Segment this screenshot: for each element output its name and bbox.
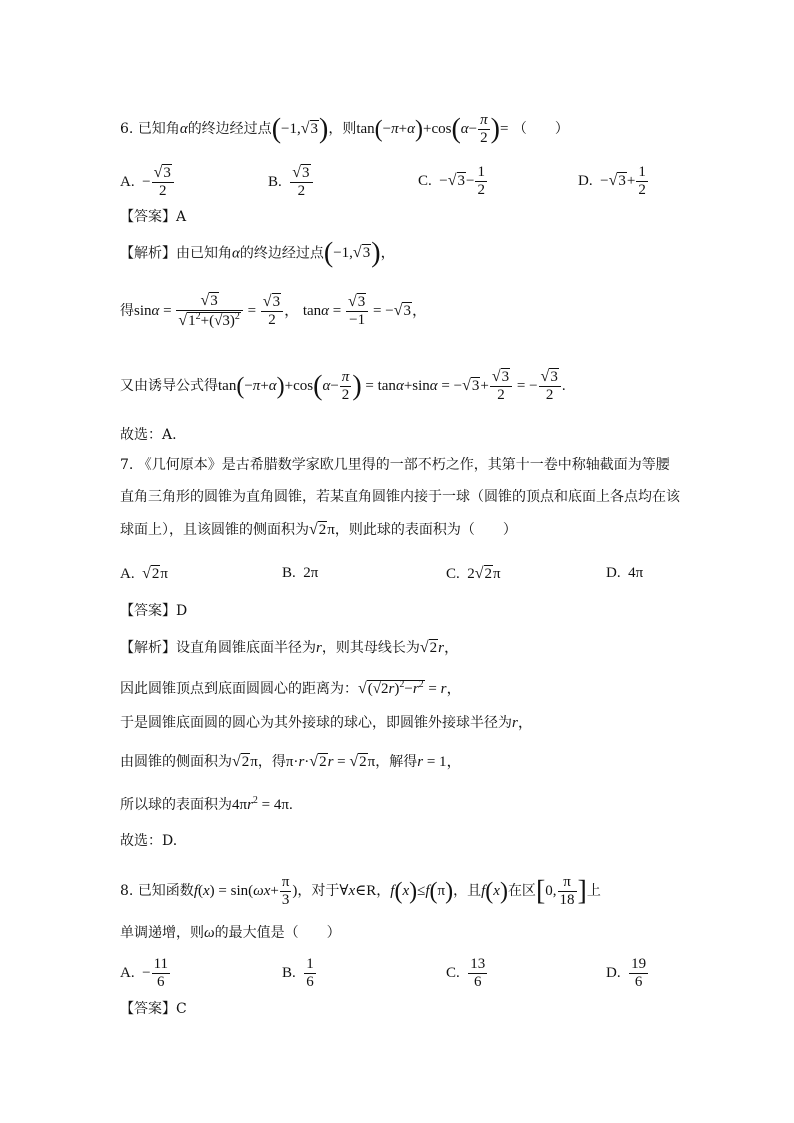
q6-option-c[interactable]: C. −√3− $\frac{1}{2}$ [418, 164, 485, 199]
q8-option-a[interactable]: A. − $\frac{11}{6}$ [120, 956, 169, 991]
q6-option-d[interactable]: D. −√3+ $\frac{1}{2}$ [578, 164, 646, 199]
q6-answer: 【答案】A [120, 209, 187, 225]
q7-stem-line2: 直角三角形的圆锥为直角圆锥，若某直角圆锥内接于一球（圆锥的顶点和底面上各点均在该 [120, 489, 680, 505]
q6-analysis-1: 【解析】由已知角α的终边经过点(−1,√3)， [120, 238, 396, 269]
q8-stem-line1: 8. 已知函数f(x) = sin(ωx+ $\frac{\pi}{3}$ )，对于∀x∈R，f(x)≤f(π)，且f(x)在区[0, $\frac{\pi}{18}$ ]上 [120, 874, 601, 909]
q7-stem-line3: 球面上），且该圆锥的侧面积为√2π，则此球的表面积为（ ） [120, 521, 517, 538]
q6-conclusion: 故选：A. [120, 427, 177, 443]
q6-stem: 6. 已知角α的终边经过点(−1,√3)，则tan(−π+α)+cos(α− $\frac{\pi}{2}$ )= （ ） [120, 112, 569, 147]
q7-option-c[interactable]: C. 2√2π [446, 565, 501, 582]
q7-option-a[interactable]: A. √2π [120, 565, 168, 582]
q7-option-b[interactable]: B. 2π [282, 565, 319, 581]
q8-answer: 【答案】C [120, 1001, 187, 1017]
q6-analysis-3: 又由诱导公式得tan(−π+α)+cos(α− $\frac{\pi}{2}$ ) = tanα+sinα = −√3+ $\frac{√3}{2}$ = − $\frac{√3}{2}$ . [120, 368, 566, 404]
q8-stem-line2: 单调递增，则ω的最大值是（ ） [120, 925, 341, 941]
q8-option-d[interactable]: D. $\frac{19}{6}$ [606, 956, 647, 991]
q7-analysis-1: 【解析】设直角圆锥底面半径为r，则其母线长为√2r， [120, 639, 459, 656]
q7-stem-line1: 7. 《几何原本》是古希腊数学家欧几里得的一部不朽之作，其第十一卷中称轴截面为等腰 [120, 457, 670, 473]
q6-analysis-2: 得sinα = $\frac{√3}{√1^2+(√3)^2}$ = $\frac{√3}{2}$ ， tanα = $\frac{√3}{-1}$ = −√3， [120, 292, 427, 330]
q7-analysis-5: 所以球的表面积为$4\pi r^2 = 4\pi$. [120, 795, 293, 813]
q7-option-d[interactable]: D. 4π [606, 565, 644, 581]
q7-conclusion: 故选：D. [120, 833, 178, 849]
q7-answer: 【答案】D [120, 603, 188, 619]
q8-option-c[interactable]: C. $\frac{13}{6}$ [446, 956, 486, 991]
q7-analysis-3: 于是圆锥底面圆的圆心为其外接球的球心，即圆锥外接球半径为r， [120, 715, 533, 731]
q6-option-a[interactable]: A. − $\frac{√3}{2}$ [120, 164, 175, 201]
q8-option-b[interactable]: B. $\frac{1}{6}$ [282, 956, 314, 991]
q6-option-b[interactable]: B. $\frac{√3}{2}$ [268, 164, 314, 201]
q7-analysis-4: 由圆锥的侧面积为√2π，得π·r·√2r = √2π，解得r = 1， [120, 753, 462, 770]
q7-analysis-2: 因此圆锥顶点到底面圆圆心的距离为：$√(√2r)^2-r^2 = r$， [120, 679, 462, 697]
